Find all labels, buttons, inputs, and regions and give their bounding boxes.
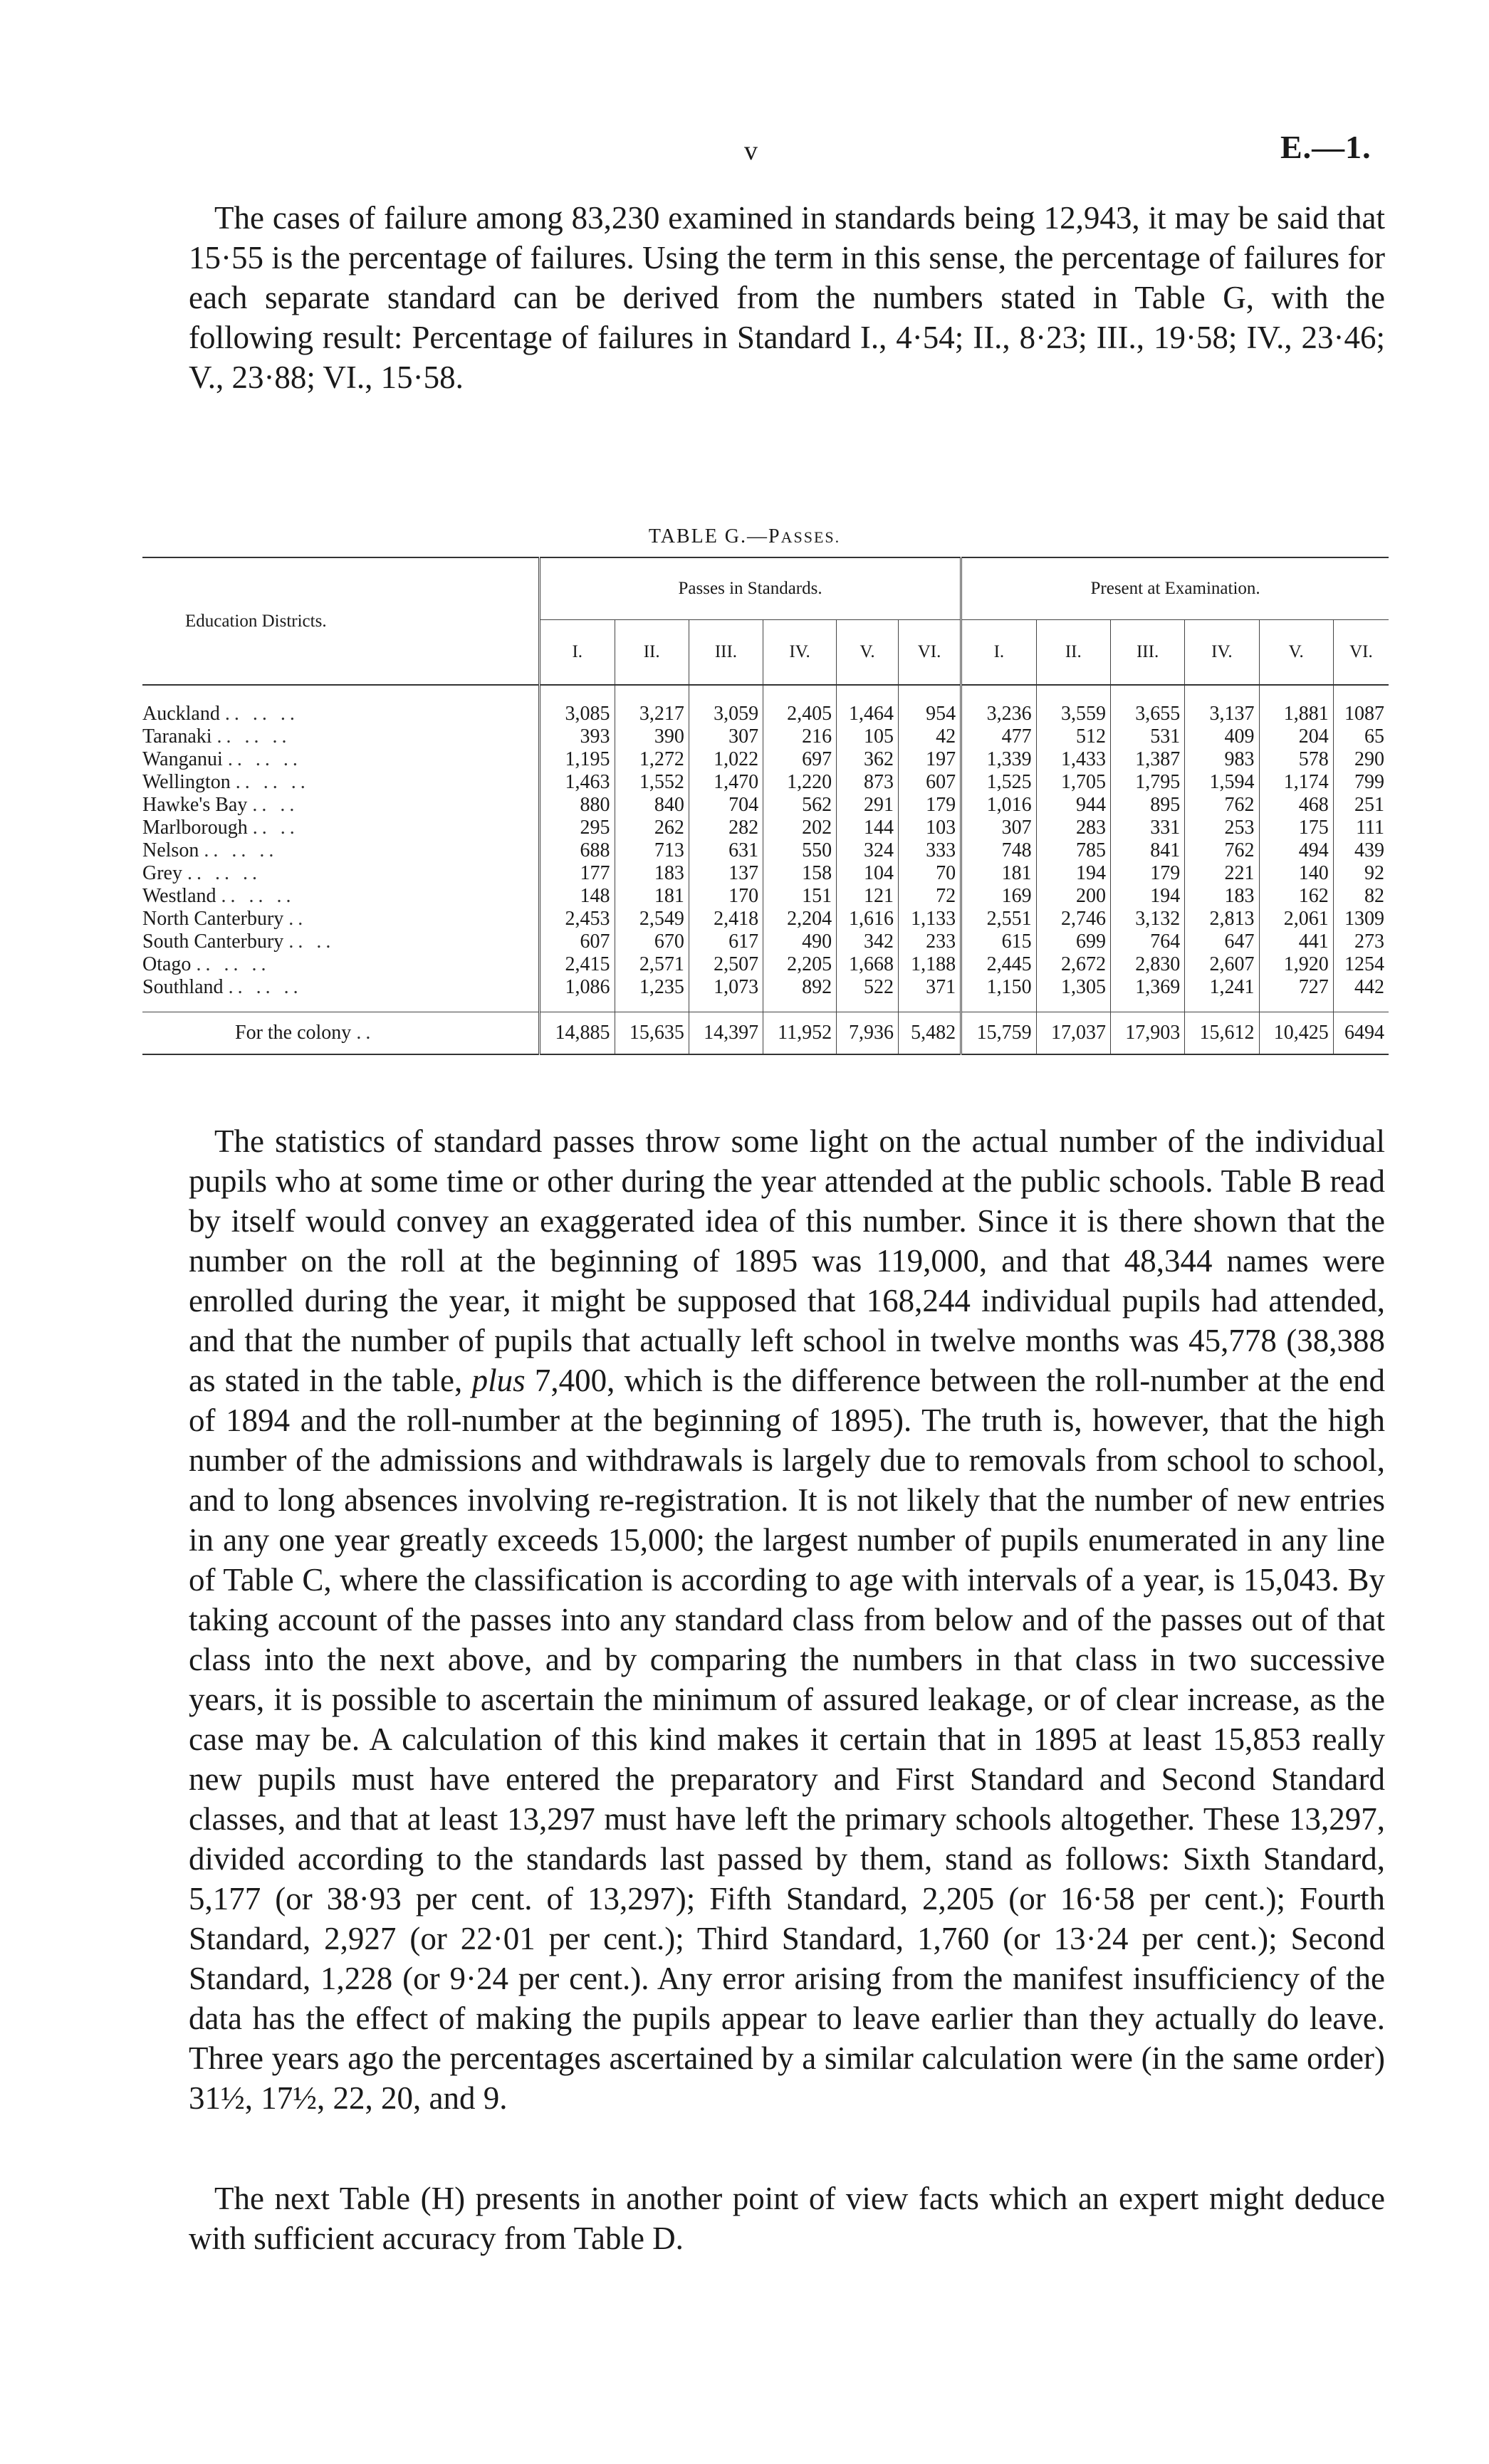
passes-cell: 295 [540, 817, 615, 839]
present-cell: 221 [1185, 862, 1259, 885]
page-number: v [744, 136, 758, 166]
passes-cell: 607 [540, 930, 615, 953]
passes-cell: 954 [899, 685, 961, 725]
present-standard-header: VI. [1333, 620, 1389, 686]
district-name-cell [142, 930, 540, 953]
paragraph-failures: The cases of failure among 83,230 examined in standards being 12,943, it may be said that 15·55 is the percentage of failures. Using the term in this sense, the percentage of failures for each separate standard can be derived from the numbers stated in Table G, with the following result: Percentage of failures in Standard I., 4·54; II., 8·23; III., 19·58; IV., 23·46; V., 23·88; VI., 15·58. [189, 200, 1385, 395]
district-name-cell [142, 839, 540, 862]
present-cell: 442 [1333, 976, 1389, 1012]
present-cell: 748 [961, 839, 1037, 862]
passes-cell: 104 [837, 862, 899, 885]
present-cell: 92 [1333, 862, 1389, 885]
paragraph-statistics-part1: The statistics of standard passes throw some light on the actual number of the individual pupils who at some time or other during the year attended at the public schools. Table B read by itself would convey an exaggerated idea of this number. Since it is there shown that the number on the roll at the beginning of 1895 was 119,000, and that 48,344 names were enrolled during the year, it might be supposed that 168,244 individual pupils had attended, and that the number of pupils that actually left school in twelve months was 45,778 (38,388 as stated in the table, [189, 1123, 1385, 1398]
passes-cell: 179 [899, 794, 961, 817]
present-cell: 1,016 [961, 794, 1037, 817]
leader-dots: .. .. [288, 930, 335, 953]
present-cell: 6494 [1333, 1012, 1389, 1055]
table-row [142, 976, 1389, 1012]
passes-cell: 2,415 [540, 953, 615, 976]
table-row [142, 953, 1389, 976]
present-cell: 253 [1185, 817, 1259, 839]
passes-standard-header: V. [837, 620, 899, 686]
passes-cell: 216 [763, 725, 837, 748]
passes-cell: 607 [899, 771, 961, 794]
passes-cell: 121 [837, 885, 899, 908]
present-cell: 439 [1333, 839, 1389, 862]
district-name: Taranaki [142, 725, 212, 748]
present-cell: 799 [1333, 771, 1389, 794]
passes-cell: 3,217 [615, 685, 689, 725]
leader-dots: .. [356, 1022, 375, 1044]
passes-cell: 183 [615, 862, 689, 885]
passes-cell: 282 [689, 817, 763, 839]
present-cell: 441 [1259, 930, 1333, 953]
district-name: Westland [142, 885, 216, 907]
present-cell: 762 [1185, 794, 1259, 817]
leader-dots: .. .. .. [204, 839, 278, 861]
passes-cell: 15,635 [615, 1012, 689, 1055]
passes-cell: 840 [615, 794, 689, 817]
district-name-cell [142, 748, 540, 771]
present-cell: 82 [1333, 885, 1389, 908]
present-cell: 1,525 [961, 771, 1037, 794]
passes-cell: 262 [615, 817, 689, 839]
passes-cell: 697 [763, 748, 837, 771]
passes-cell: 7,936 [837, 1012, 899, 1055]
passes-cell: 177 [540, 862, 615, 885]
present-cell: 1,150 [961, 976, 1037, 1012]
passes-cell: 5,482 [899, 1012, 961, 1055]
passes-cell: 1,235 [615, 976, 689, 1012]
present-cell: 251 [1333, 794, 1389, 817]
present-cell: 3,137 [1185, 685, 1259, 725]
passes-cell: 72 [899, 885, 961, 908]
district-name-cell [142, 725, 540, 748]
passes-cell: 1,668 [837, 953, 899, 976]
passes-cell: 181 [615, 885, 689, 908]
passes-cell: 1,552 [615, 771, 689, 794]
passes-cell: 1,086 [540, 976, 615, 1012]
leader-dots: .. .. .. [228, 976, 303, 998]
district-name: South Canterbury [142, 930, 284, 953]
district-name-cell [142, 685, 540, 725]
present-cell: 477 [961, 725, 1037, 748]
present-cell: 15,759 [961, 1012, 1037, 1055]
table-body [142, 685, 1389, 1012]
present-cell: 194 [1036, 862, 1110, 885]
passes-cell: 1,470 [689, 771, 763, 794]
passes-cell: 202 [763, 817, 837, 839]
present-cell: 162 [1259, 885, 1333, 908]
district-name: Hawke's Bay [142, 794, 248, 816]
table-title-first-letter: P [768, 525, 781, 547]
passes-cell: 873 [837, 771, 899, 794]
leader-dots: .. .. [252, 817, 299, 839]
table-row [142, 862, 1389, 885]
passes-cell: 562 [763, 794, 837, 817]
passes-cell: 2,571 [615, 953, 689, 976]
present-cell: 1,594 [1185, 771, 1259, 794]
passes-standard-header: I. [540, 620, 615, 686]
passes-cell: 393 [540, 725, 615, 748]
passes-cell: 670 [615, 930, 689, 953]
leader-dots: .. [288, 908, 308, 930]
present-cell: 1,305 [1036, 976, 1110, 1012]
present-cell: 512 [1036, 725, 1110, 748]
leader-dots: .. .. .. [235, 771, 310, 793]
district-name: Southland [142, 976, 224, 998]
passes-cell: 713 [615, 839, 689, 862]
passes-cell: 1,616 [837, 908, 899, 930]
passes-cell: 1,220 [763, 771, 837, 794]
passes-cell: 617 [689, 930, 763, 953]
passes-cell: 144 [837, 817, 899, 839]
table-row [142, 794, 1389, 817]
present-cell: 175 [1259, 817, 1333, 839]
table-row [142, 885, 1389, 908]
passes-cell: 1,073 [689, 976, 763, 1012]
district-name-cell [142, 794, 540, 817]
district-name: Otago [142, 953, 192, 975]
table-total [142, 1012, 1389, 1055]
district-name: Wanganui [142, 748, 223, 770]
table-row [142, 930, 1389, 953]
table-title-rest: ASSES. [780, 528, 841, 546]
passes-cell: 170 [689, 885, 763, 908]
district-name-cell [142, 953, 540, 976]
passes-cell: 333 [899, 839, 961, 862]
district-name-cell [142, 771, 540, 794]
present-cell: 140 [1259, 862, 1333, 885]
present-cell: 983 [1185, 748, 1259, 771]
passes-cell: 70 [899, 862, 961, 885]
present-cell: 65 [1333, 725, 1389, 748]
district-name-cell [142, 908, 540, 930]
passes-cell: 2,453 [540, 908, 615, 930]
district-name-cell [142, 885, 540, 908]
present-cell: 699 [1036, 930, 1110, 953]
present-cell: 2,672 [1036, 953, 1110, 976]
present-cell: 1,174 [1259, 771, 1333, 794]
passes-cell: 1,133 [899, 908, 961, 930]
present-cell: 2,061 [1259, 908, 1333, 930]
passes-cell: 197 [899, 748, 961, 771]
passes-cell: 631 [689, 839, 763, 862]
passes-cell: 137 [689, 862, 763, 885]
district-name: Marlborough [142, 817, 248, 839]
present-cell: 307 [961, 817, 1037, 839]
table-row [142, 908, 1389, 930]
present-standard-header: I. [961, 620, 1037, 686]
leader-dots: .. .. [252, 794, 299, 816]
passes-cell: 148 [540, 885, 615, 908]
present-cell: 727 [1259, 976, 1333, 1012]
present-cell: 762 [1185, 839, 1259, 862]
present-cell: 1,881 [1259, 685, 1333, 725]
passes-cell: 342 [837, 930, 899, 953]
passes-standard-header: IV. [763, 620, 837, 686]
present-cell: 2,551 [961, 908, 1037, 930]
leader-dots: .. .. .. [187, 862, 261, 884]
present-cell: 1,920 [1259, 953, 1333, 976]
passes-table [142, 557, 1389, 1055]
passes-cell: 2,507 [689, 953, 763, 976]
paragraph-table-h: The next Table (H) presents in another point of view facts which an expert might deduce with sufficient accuracy from Table D. [189, 2181, 1385, 2256]
table-row [142, 725, 1389, 748]
present-standard-header: III. [1110, 620, 1184, 686]
passes-cell: 892 [763, 976, 837, 1012]
passes-cell: 11,952 [763, 1012, 837, 1055]
present-cell: 290 [1333, 748, 1389, 771]
present-cell: 331 [1110, 817, 1184, 839]
present-cell: 468 [1259, 794, 1333, 817]
leader-dots: .. .. .. [196, 953, 271, 975]
present-cell: 785 [1036, 839, 1110, 862]
present-cell: 494 [1259, 839, 1333, 862]
present-cell: 1,705 [1036, 771, 1110, 794]
passes-cell: 233 [899, 930, 961, 953]
passes-cell: 14,885 [540, 1012, 615, 1055]
present-cell: 615 [961, 930, 1037, 953]
present-cell: 647 [1185, 930, 1259, 953]
passes-cell: 390 [615, 725, 689, 748]
present-cell: 3,559 [1036, 685, 1110, 725]
district-header: Education Districts. [142, 557, 540, 685]
leader-dots: .. .. .. [227, 748, 302, 770]
passes-cell: 105 [837, 725, 899, 748]
present-cell: 183 [1185, 885, 1259, 908]
total-label: For the colony [235, 1022, 352, 1044]
present-cell: 409 [1185, 725, 1259, 748]
present-cell: 2,445 [961, 953, 1037, 976]
leader-dots: .. .. .. [224, 703, 299, 725]
passes-cell: 1,195 [540, 748, 615, 771]
passes-cell: 3,059 [689, 685, 763, 725]
present-cell: 944 [1036, 794, 1110, 817]
present-cell: 2,813 [1185, 908, 1259, 930]
present-group-header: Present at Examination. [961, 557, 1389, 620]
table-row [142, 685, 1389, 725]
present-cell: 841 [1110, 839, 1184, 862]
passes-cell: 2,405 [763, 685, 837, 725]
present-cell: 1,387 [1110, 748, 1184, 771]
table-row [142, 771, 1389, 794]
district-name: Nelson [142, 839, 199, 861]
plus-word: plus [471, 1363, 526, 1398]
passes-cell: 2,205 [763, 953, 837, 976]
present-cell: 3,655 [1110, 685, 1184, 725]
table-title [0, 525, 1489, 548]
present-cell: 1309 [1333, 908, 1389, 930]
present-cell: 15,612 [1185, 1012, 1259, 1055]
paragraph-statistics-part2: 7,400, which is the difference between the roll-number at the end of 1894 and the roll-number at the beginning of 1895). The truth is, however, that the high number of the admissions and withdrawals is largely due to removals from school to school, and to long absences involving re-registration. It is not likely that the number of new entries in any one year greatly exceeds 15,000; the largest number of pupils enumerated in any line of Table C, where the classification is according to age with intervals of a year, is 15,043. By taking account of the passes into any standard class from below and of the passes out of that class into the next above, and by comparing the numbers in that class in two successive years, it is possible to ascertain the minimum of assured leakage, or of clear increase, as the case may be. A calculation of this kind makes it certain that in 1895 at least 15,853 really new pupils must have entered the preparatory and First Standard and Second Standard classes, and that at least 13,297 must have left the primary schools altogether. These 13,297, divided according to the standards last passed by them, stand as follows: Sixth Standard, 5,177 (or 38·93 per cent. of 13,297); Fifth Standard, 2,205 (or 16·58 per cent.); Fourth Standard, 2,927 (or 22·01 per cent.); Third Standard, 1,760 (or 13·24 per cent.); Second Standard, 1,228 (or 9·24 per cent.). Any error arising from the manifest insufficiency of the data has the effect of making the pupils appear to leave earlier than they actually do leave. Three years ago the percentages ascertained by a similar calculation were (in the same order) 31½, 17½, 22, 20, and 9. [189, 1363, 1386, 2116]
district-name: Wellington [142, 771, 231, 793]
leader-dots: .. .. .. [216, 725, 291, 748]
present-cell: 179 [1110, 862, 1184, 885]
present-cell: 17,037 [1036, 1012, 1110, 1055]
passes-cell: 324 [837, 839, 899, 862]
passes-group-header: Passes in Standards. [540, 557, 961, 620]
present-cell: 3,132 [1110, 908, 1184, 930]
district-name: Auckland [142, 703, 220, 725]
report-code: E.—1. [1280, 129, 1372, 165]
present-cell: 1087 [1333, 685, 1389, 725]
table-row [142, 839, 1389, 862]
present-cell: 283 [1036, 817, 1110, 839]
paragraph-statistics [189, 1121, 1385, 2118]
present-cell: 204 [1259, 725, 1333, 748]
passes-standard-header: III. [689, 620, 763, 686]
total-label-cell [142, 1012, 540, 1055]
district-name: North Canterbury [142, 908, 284, 930]
passes-cell: 1,463 [540, 771, 615, 794]
passes-cell: 3,085 [540, 685, 615, 725]
table-row [142, 817, 1389, 839]
present-cell: 273 [1333, 930, 1389, 953]
present-cell: 2,607 [1185, 953, 1259, 976]
district-name-cell [142, 976, 540, 1012]
leader-dots: .. .. .. [221, 885, 296, 907]
passes-cell: 1,188 [899, 953, 961, 976]
passes-cell: 42 [899, 725, 961, 748]
total-row [142, 1012, 1389, 1055]
passes-cell: 307 [689, 725, 763, 748]
table-g [142, 557, 1389, 1055]
present-cell: 10,425 [1259, 1012, 1333, 1055]
present-cell: 181 [961, 862, 1037, 885]
district-name-cell [142, 862, 540, 885]
present-cell: 111 [1333, 817, 1389, 839]
passes-standard-header: VI. [899, 620, 961, 686]
present-cell: 764 [1110, 930, 1184, 953]
passes-cell: 1,022 [689, 748, 763, 771]
passes-cell: 490 [763, 930, 837, 953]
present-standard-header: V. [1259, 620, 1333, 686]
present-cell: 578 [1259, 748, 1333, 771]
passes-cell: 2,204 [763, 908, 837, 930]
passes-cell: 151 [763, 885, 837, 908]
present-cell: 3,236 [961, 685, 1037, 725]
present-cell: 1,241 [1185, 976, 1259, 1012]
passes-standard-header: II. [615, 620, 689, 686]
passes-cell: 362 [837, 748, 899, 771]
passes-cell: 291 [837, 794, 899, 817]
passes-cell: 103 [899, 817, 961, 839]
passes-cell: 2,418 [689, 908, 763, 930]
passes-cell: 704 [689, 794, 763, 817]
present-cell: 1,339 [961, 748, 1037, 771]
passes-cell: 371 [899, 976, 961, 1012]
present-cell: 531 [1110, 725, 1184, 748]
present-cell: 1,433 [1036, 748, 1110, 771]
passes-cell: 522 [837, 976, 899, 1012]
present-cell: 1,369 [1110, 976, 1184, 1012]
present-standard-header: II. [1036, 620, 1110, 686]
district-name: Grey [142, 862, 182, 884]
passes-cell: 158 [763, 862, 837, 885]
present-cell: 895 [1110, 794, 1184, 817]
present-cell: 169 [961, 885, 1037, 908]
present-standard-header: IV. [1185, 620, 1259, 686]
table-title-prefix: TABLE G.— [648, 525, 769, 547]
present-cell: 194 [1110, 885, 1184, 908]
district-name-cell [142, 817, 540, 839]
passes-cell: 550 [763, 839, 837, 862]
present-cell: 200 [1036, 885, 1110, 908]
passes-cell: 1,464 [837, 685, 899, 725]
passes-cell: 688 [540, 839, 615, 862]
passes-cell: 1,272 [615, 748, 689, 771]
passes-cell: 880 [540, 794, 615, 817]
present-cell: 2,746 [1036, 908, 1110, 930]
passes-cell: 2,549 [615, 908, 689, 930]
table-row [142, 748, 1389, 771]
present-cell: 1,795 [1110, 771, 1184, 794]
present-cell: 1254 [1333, 953, 1389, 976]
passes-cell: 14,397 [689, 1012, 763, 1055]
present-cell: 2,830 [1110, 953, 1184, 976]
present-cell: 17,903 [1110, 1012, 1184, 1055]
